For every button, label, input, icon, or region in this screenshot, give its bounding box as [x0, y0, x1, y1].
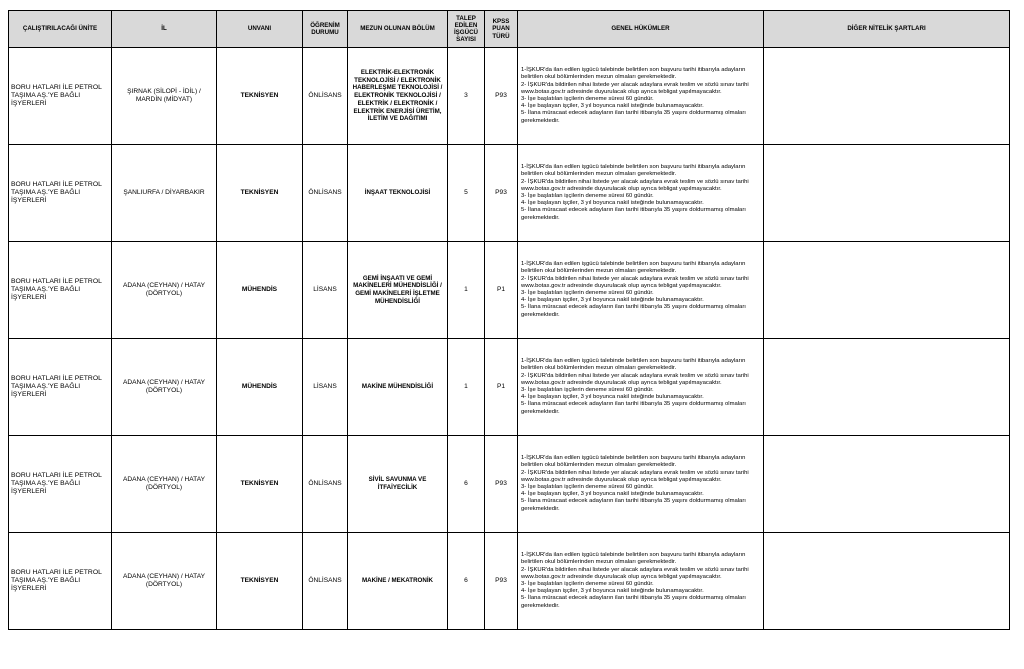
- cell-diger: [764, 48, 1010, 145]
- header-unvan: UNVANI: [217, 11, 303, 48]
- cell-kpss: P93: [485, 145, 518, 242]
- genel-hukum-item: 2- İŞKUR'da bildirilen nihai listede yer alacak adaylara evrak teslim ve sözlü sınav tarihi www.botas.gov.tr adresinde duyurulacak olup ayrıca tebligat yapılmayacaktır.: [521, 372, 749, 386]
- job-listing-table: [8, 10, 1010, 630]
- cell-kpss: P93: [485, 533, 518, 630]
- cell-diger: [764, 242, 1010, 339]
- genel-hukum-item: 1-İŞKUR'da ilan edilen işgücü talebinde belirtilen son başvuru tarihi itibarıyla adayların belirtilen okul bölümlerinden mezun olmaları gerekmektedir.: [521, 455, 746, 469]
- table-row: [9, 533, 1010, 630]
- header-il: İL: [112, 11, 217, 48]
- header-talep: TALEP EDİLEN İŞGÜCÜ SAYISI: [448, 11, 485, 48]
- cell-unite: BORU HATLARI İLE PETROL TAŞIMA AŞ.'YE BAĞLI İŞYERLERİ: [9, 48, 112, 145]
- cell-unvan: TEKNİSYEN: [217, 48, 303, 145]
- genel-hukum-item: 1-İŞKUR'da ilan edilen işgücü talebinde belirtilen son başvuru tarihi itibarıyla adayların belirtilen okul bölümlerinden mezun olmaları gerekmektedir.: [521, 358, 746, 372]
- genel-hukum-item: 5- İlana müracaat edecek adayların ilan tarihi itibarıyla 35 yaşını doldurmamış olmaları gerekmektedir.: [521, 401, 746, 415]
- genel-hukum-item: 2- İŞKUR'da bildirilen nihai listede yer alacak adaylara evrak teslim ve sözlü sınav tarihi www.botas.gov.tr adresinde duyurulacak olup ayrıca tebligat yapılmayacaktır.: [521, 469, 749, 483]
- genel-hukum-item: 3- İşe başlatılan işçilerin deneme süresi 60 gündür.: [521, 581, 654, 587]
- cell-unite: BORU HATLARI İLE PETROL TAŞIMA AŞ.'YE BAĞLI İŞYERLERİ: [9, 436, 112, 533]
- header-kpss: KPSS PUAN TÜRÜ: [485, 11, 518, 48]
- cell-kpss: P93: [485, 436, 518, 533]
- genel-hukum-item: 5- İlana müracaat edecek adayların ilan tarihi itibarıyla 35 yaşını doldurmamış olmaları gerekmektedir.: [521, 595, 746, 609]
- cell-talep: 5: [448, 145, 485, 242]
- cell-ogrenim: LİSANS: [303, 339, 348, 436]
- cell-unvan: TEKNİSYEN: [217, 533, 303, 630]
- table-row: [9, 242, 1010, 339]
- cell-ogrenim: ÖNLİSANS: [303, 436, 348, 533]
- genel-hukum-item: 2- İŞKUR'da bildirilen nihai listede yer alacak adaylara evrak teslim ve sözlü sınav tarihi www.botas.gov.tr adresinde duyurulacak olup ayrıca tebligat yapılmayacaktır.: [521, 275, 749, 289]
- cell-il: ADANA (CEYHAN) / HATAY (DÖRTYOL): [112, 242, 217, 339]
- cell-talep: 6: [448, 436, 485, 533]
- table-header-row: [9, 11, 1010, 48]
- cell-talep: 6: [448, 533, 485, 630]
- job-listing-document: [8, 10, 1010, 630]
- genel-hukum-item: 5- İlana müracaat edecek adayların ilan tarihi itibarıyla 35 yaşını doldurmamış olmaları gerekmektedir.: [521, 498, 746, 512]
- cell-unvan: TEKNİSYEN: [217, 436, 303, 533]
- table-row: [9, 145, 1010, 242]
- genel-hukum-item: 1-İŞKUR'da ilan edilen işgücü talebinde belirtilen son başvuru tarihi itibarıyla adayların belirtilen okul bölümlerinden mezun olmaları gerekmektedir.: [521, 552, 746, 566]
- cell-unvan: TEKNİSYEN: [217, 145, 303, 242]
- cell-il: ŞIRNAK (SİLOPİ - İDİL) / MARDİN (MİDYAT): [112, 48, 217, 145]
- cell-genel: [518, 145, 764, 242]
- cell-kpss: P1: [485, 242, 518, 339]
- cell-unite: BORU HATLARI İLE PETROL TAŞIMA AŞ.'YE BAĞLI İŞYERLERİ: [9, 145, 112, 242]
- cell-bolum: SİVİL SAVUNMA VE İTFAİYECİLİK: [348, 436, 448, 533]
- cell-kpss: P1: [485, 339, 518, 436]
- header-unite: ÇALIŞTIRILACAĞI ÜNİTE: [9, 11, 112, 48]
- cell-diger: [764, 533, 1010, 630]
- cell-il: ŞANLIURFA / DİYARBAKIR: [112, 145, 217, 242]
- genel-hukum-item: 5- İlana müracaat edecek adayların ilan tarihi itibarıyla 35 yaşını doldurmamış olmaları gerekmektedir.: [521, 304, 746, 318]
- cell-diger: [764, 145, 1010, 242]
- cell-unvan: MÜHENDİS: [217, 339, 303, 436]
- genel-hukum-item: 1-İŞKUR'da ilan edilen işgücü talebinde belirtilen son başvuru tarihi itibarıyla adayların belirtilen okul bölümlerinden mezun olmaları gerekmektedir.: [521, 164, 746, 178]
- cell-talep: 1: [448, 242, 485, 339]
- genel-hukum-item: 3- İşe başlatılan işçilerin deneme süresi 60 gündür.: [521, 484, 654, 490]
- cell-bolum: İNŞAAT TEKNOLOJİSİ: [348, 145, 448, 242]
- cell-bolum: ELEKTRİK-ELEKTRONİK TEKNOLOJİSİ / ELEKTRONİK HABERLEŞME TEKNOLOJİSİ / ELEKTRONİK TEKNOLOJİSİ / ELEKTRİK / ELEKTRONİK / ELEKTRİK ENERJİSİ ÜRETİM, İLETİM VE DAĞITIMI: [348, 48, 448, 145]
- genel-hukum-item: 4- İşe başlayan işçiler, 3 yıl boyunca nakil isteğinde bulunamayacaktır.: [521, 394, 704, 401]
- genel-hukum-item: 2- İŞKUR'da bildirilen nihai listede yer alacak adaylara evrak teslim ve sözlü sınav tarihi www.botas.gov.tr adresinde duyurulacak olup ayrıca tebligat yapılmayacaktır.: [521, 81, 749, 95]
- cell-bolum: GEMİ İNŞAATI VE GEMİ MAKİNELERİ MÜHENDİSLİĞİ / GEMİ MAKİNELERİ İŞLETME MÜHENDİSLİĞİ: [348, 242, 448, 339]
- cell-genel: [518, 436, 764, 533]
- cell-genel: [518, 48, 764, 145]
- cell-kpss: P93: [485, 48, 518, 145]
- cell-ogrenim: ÖNLİSANS: [303, 145, 348, 242]
- genel-hukum-item: 4- İşe başlayan işçiler, 3 yıl boyunca nakil isteğinde bulunamayacaktır.: [521, 103, 704, 110]
- genel-hukum-item: 4- İşe başlayan işçiler, 3 yıl boyunca nakil isteğinde bulunamayacaktır.: [521, 588, 704, 595]
- genel-hukum-item: 2- İŞKUR'da bildirilen nihai listede yer alacak adaylara evrak teslim ve sözlü sınav tarihi www.botas.gov.tr adresinde duyurulacak olup ayrıca tebligat yapılmayacaktır.: [521, 178, 749, 192]
- cell-talep: 1: [448, 339, 485, 436]
- cell-diger: [764, 436, 1010, 533]
- cell-genel: [518, 533, 764, 630]
- genel-hukum-item: 3- İşe başlatılan işçilerin deneme süresi 60 gündür.: [521, 193, 654, 199]
- cell-il: ADANA (CEYHAN) / HATAY (DÖRTYOL): [112, 339, 217, 436]
- cell-diger: [764, 339, 1010, 436]
- genel-hukum-item: 4- İşe başlayan işçiler, 3 yıl boyunca nakil isteğinde bulunamayacaktır.: [521, 200, 704, 207]
- genel-hukum-item: 5- İlana müracaat edecek adayların ilan tarihi itibarıyla 35 yaşını doldurmamış olmaları gerekmektedir.: [521, 110, 746, 124]
- cell-talep: 3: [448, 48, 485, 145]
- genel-hukum-item: 4- İşe başlayan işçiler, 3 yıl boyunca nakil isteğinde bulunamayacaktır.: [521, 297, 704, 304]
- genel-hukum-item: 5- İlana müracaat edecek adayların ilan tarihi itibarıyla 35 yaşını doldurmamış olmaları gerekmektedir.: [521, 207, 746, 221]
- table-row: [9, 48, 1010, 145]
- cell-ogrenim: ÖNLİSANS: [303, 533, 348, 630]
- genel-hukum-item: 1-İŞKUR'da ilan edilen işgücü talebinde belirtilen son başvuru tarihi itibarıyla adayların belirtilen okul bölümlerinden mezun olmaları gerekmektedir.: [521, 261, 746, 275]
- cell-unite: BORU HATLARI İLE PETROL TAŞIMA AŞ.'YE BAĞLI İŞYERLERİ: [9, 242, 112, 339]
- cell-bolum: MAKİNE / MEKATRONİK: [348, 533, 448, 630]
- genel-hukum-item: 3- İşe başlatılan işçilerin deneme süresi 60 gündür.: [521, 290, 654, 296]
- genel-hukum-item: 3- İşe başlatılan işçilerin deneme süresi 60 gündür.: [521, 96, 654, 102]
- cell-il: ADANA (CEYHAN) / HATAY (DÖRTYOL): [112, 533, 217, 630]
- table-row: [9, 436, 1010, 533]
- genel-hukum-item: 3- İşe başlatılan işçilerin deneme süresi 60 gündür.: [521, 387, 654, 393]
- cell-unvan: MÜHENDİS: [217, 242, 303, 339]
- genel-hukum-item: 1-İŞKUR'da ilan edilen işgücü talebinde belirtilen son başvuru tarihi itibarıyla adayların belirtilen okul bölümlerinden mezun olmaları gerekmektedir.: [521, 67, 746, 81]
- genel-hukum-item: 2- İŞKUR'da bildirilen nihai listede yer alacak adaylara evrak teslim ve sözlü sınav tarihi www.botas.gov.tr adresinde duyurulacak olup ayrıca tebligat yapılmayacaktır.: [521, 566, 749, 580]
- genel-hukum-item: 4- İşe başlayan işçiler, 3 yıl boyunca nakil isteğinde bulunamayacaktır.: [521, 491, 704, 498]
- header-diger: DİĞER NİTELİK ŞARTLARI: [764, 11, 1010, 48]
- cell-unite: BORU HATLARI İLE PETROL TAŞIMA AŞ.'YE BAĞLI İŞYERLERİ: [9, 533, 112, 630]
- cell-unite: BORU HATLARI İLE PETROL TAŞIMA AŞ.'YE BAĞLI İŞYERLERİ: [9, 339, 112, 436]
- cell-il: ADANA (CEYHAN) / HATAY (DÖRTYOL): [112, 436, 217, 533]
- cell-ogrenim: LİSANS: [303, 242, 348, 339]
- cell-genel: [518, 339, 764, 436]
- cell-ogrenim: ÖNLİSANS: [303, 48, 348, 145]
- header-genel: GENEL HÜKÜMLER: [518, 11, 764, 48]
- cell-bolum: MAKİNE MÜHENDİSLİĞİ: [348, 339, 448, 436]
- header-bolum: MEZUN OLUNAN BÖLÜM: [348, 11, 448, 48]
- header-ogrenim: ÖĞRENİM DURUMU: [303, 11, 348, 48]
- table-row: [9, 339, 1010, 436]
- cell-genel: [518, 242, 764, 339]
